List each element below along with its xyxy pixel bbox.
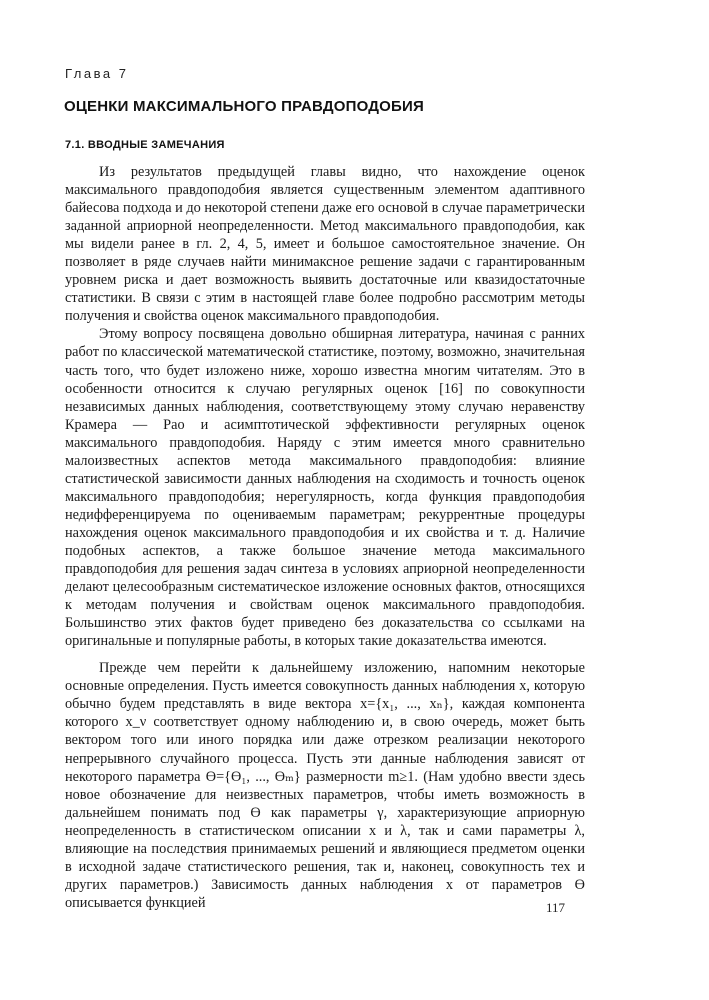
paragraph-definitions: Прежде чем перейти к дальнейшему изложению, напомним некоторые основные определения. Пусть имеется совокупность данных наблюдения x, которую обычно будем представлять в виде вектора x={x₁, ..., xₙ}, каждая компонента которого x_ν соответствует одному наблюдению и, в свою очередь, может быть вектором того или иного порядка или даже отрезком реализации некоторого непрерывного случайного процесса. Пусть эти данные наблюдения зависят от некоторого параметра ϴ={ϴ₁, ..., ϴₘ} размерности m≥1. (Нам удобно ввести здесь новое обозначение для неизвестных параметров, чтобы иметь возможность в дальнейшем понимать под ϴ как параметры γ, характеризующие априорную неопределенность в статистическом описании x и λ, так и сами параметры λ, влияющие на последствия принимаемых решений и являющиеся предметом оценки в исходной задаче статистического решения, так и, наконец, совокупность тех и других параметров.) Зависимость данных наблюдения x от параметров ϴ описывается функцией bbox=[65, 660, 585, 911]
body-text bbox=[65, 163, 585, 912]
section-title: 7.1. ВВОДНЫЕ ЗАМЕЧАНИЯ bbox=[65, 139, 225, 151]
chapter-label: Глава 7 bbox=[65, 66, 129, 81]
paragraph-literature: Этому вопросу посвящена довольно обширная литература, начиная с ранних работ по классической математической статистике, поэтому, возможно, значительная часть того, что будет изложено ниже, хорошо известна многим читателям. Это в особенности относится к случаю регулярных оценок [16] по совокупности независимых данных наблюдения, соответствующему этому случаю неравенству Крамера — Рао и асимптотической эффективности регулярных оценок максимального правдоподобия. Наряду с этим имеется много сравнительно малоизвестных аспектов метода максимального правдоподобия: влияние статистической зависимости данных наблюдения на сходимость и точность оценок максимального правдоподобия; нерегулярность, когда функция правдоподобия недифференцируема по оцениваемым параметрам; рекуррентные процедуры нахождения оценок максимального правдоподобия и их свойства и т. д. Наличие подобных аспектов, а также большое значение метода максимального правдоподобия для решения задач синтеза в условиях априорной неопределенности делают целесообразным систематическое изложение основных фактов, относящихся к методам получения и свойствам оценок максимального правдоподобия. Большинство этих фактов будет приведено без доказательства со ссылками на оригинальные и популярные работы, в которых такие доказательства имеются. bbox=[65, 326, 585, 650]
page-number: 117 bbox=[546, 900, 566, 915]
chapter-title: ОЦЕНКИ МАКСИМАЛЬНОГО ПРАВДОПОДОБИЯ bbox=[64, 98, 424, 115]
paragraph-intro: Из результатов предыдущей главы видно, что нахождение оценок максимального правдоподобия является существенным элементом адаптивного байесова подхода и до некоторой степени даже его основой в случае параметрически заданной априорной неопределенности. Метод максимального правдоподобия, как мы видели ранее в гл. 2, 4, 5, имеет и большое самостоятельное значение. Он позволяет в ряде случаев найти минимаксное решение задачи с гарантированным уровнем риска и дает возможность выявить достаточные или квазидостаточные статистики. В связи с этим в настоящей главе более подробно рассмотрим методы получения и свойства оценок максимального правдоподобия. bbox=[65, 164, 585, 325]
